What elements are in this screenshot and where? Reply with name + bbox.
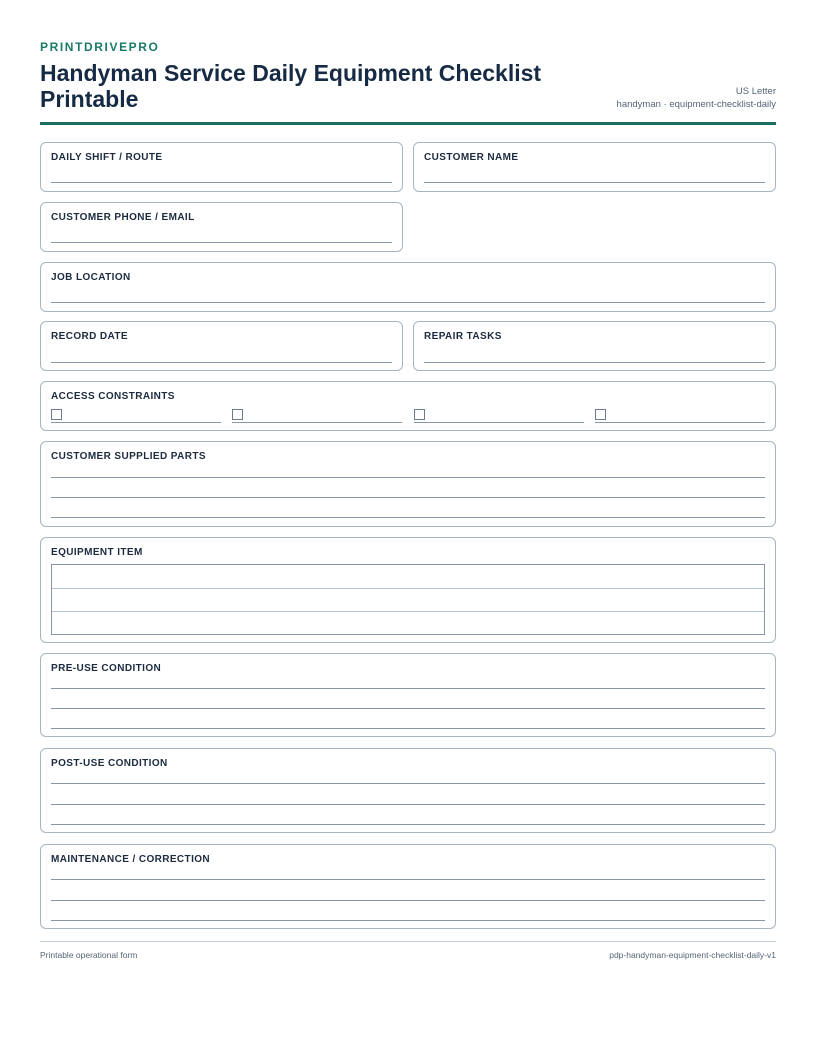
post-use-condition-field: [40, 748, 776, 833]
field-label: CUSTOMER SUPPLIED PARTS: [51, 451, 206, 462]
write-line[interactable]: [51, 688, 765, 689]
maintenance-correction-field: [40, 844, 776, 929]
brand-name: PRINTDRIVEPRO: [40, 40, 160, 54]
field-label: POST-USE CONDITION: [51, 758, 168, 769]
equipment-item-table[interactable]: [51, 564, 765, 635]
field-label: CUSTOMER PHONE / EMAIL: [51, 212, 195, 223]
paper-size: US Letter: [735, 86, 776, 97]
write-line[interactable]: [51, 302, 765, 303]
field-label: DAILY SHIFT / ROUTE: [51, 152, 163, 163]
checkbox-write-line[interactable]: [51, 422, 221, 423]
job-location-field[interactable]: [40, 262, 776, 312]
customer-supplied-parts-field: [40, 441, 776, 527]
table-row-divider: [52, 588, 764, 589]
page-title: Handyman Service Daily Equipment Checklist Printable: [40, 60, 542, 112]
equipment-item-field: [40, 537, 776, 643]
write-line[interactable]: [51, 900, 765, 901]
write-line[interactable]: [51, 708, 765, 709]
field-label: REPAIR TASKS: [424, 331, 502, 342]
checkbox[interactable]: [232, 409, 243, 420]
footer-note: Printable operational form: [40, 950, 138, 960]
daily-shift-route-field[interactable]: [40, 142, 403, 192]
write-line[interactable]: [424, 182, 765, 183]
write-line[interactable]: [51, 182, 392, 183]
write-line[interactable]: [51, 728, 765, 729]
write-line[interactable]: [51, 783, 765, 784]
checkbox-write-line[interactable]: [414, 422, 584, 423]
pre-use-condition-field: [40, 653, 776, 737]
field-label: MAINTENANCE / CORRECTION: [51, 854, 211, 865]
access-constraints-field: [40, 381, 776, 431]
table-row-divider: [52, 611, 764, 612]
write-line[interactable]: [51, 477, 765, 478]
footer-rule: [40, 941, 776, 942]
field-label: JOB LOCATION: [51, 272, 131, 283]
field-label: RECORD DATE: [51, 331, 128, 342]
customer-name-field[interactable]: [413, 142, 776, 192]
field-label: PRE-USE CONDITION: [51, 663, 162, 674]
write-line[interactable]: [51, 517, 765, 518]
checkbox-write-line[interactable]: [595, 422, 765, 423]
form-slug: handyman · equipment-checklist-daily: [616, 99, 776, 110]
checkbox[interactable]: [595, 409, 606, 420]
header-rule: [40, 122, 776, 125]
field-label: EQUIPMENT ITEM: [51, 547, 143, 558]
field-label: CUSTOMER NAME: [424, 152, 519, 163]
form-meta: [617, 85, 776, 111]
write-line[interactable]: [424, 362, 765, 363]
checkbox[interactable]: [414, 409, 425, 420]
checkbox[interactable]: [51, 409, 62, 420]
form-id: pdp-handyman-equipment-checklist-daily-v1: [609, 950, 776, 960]
write-line[interactable]: [51, 824, 765, 825]
write-line[interactable]: [51, 497, 765, 498]
write-line[interactable]: [51, 879, 765, 880]
record-date-field[interactable]: [40, 321, 403, 371]
write-line[interactable]: [51, 920, 765, 921]
write-line[interactable]: [51, 362, 392, 363]
repair-tasks-field[interactable]: [413, 321, 776, 371]
field-label: ACCESS CONSTRAINTS: [51, 391, 175, 402]
customer-phone-email-field[interactable]: [40, 202, 403, 252]
write-line[interactable]: [51, 242, 392, 243]
checkbox-write-line[interactable]: [232, 422, 402, 423]
write-line[interactable]: [51, 804, 765, 805]
